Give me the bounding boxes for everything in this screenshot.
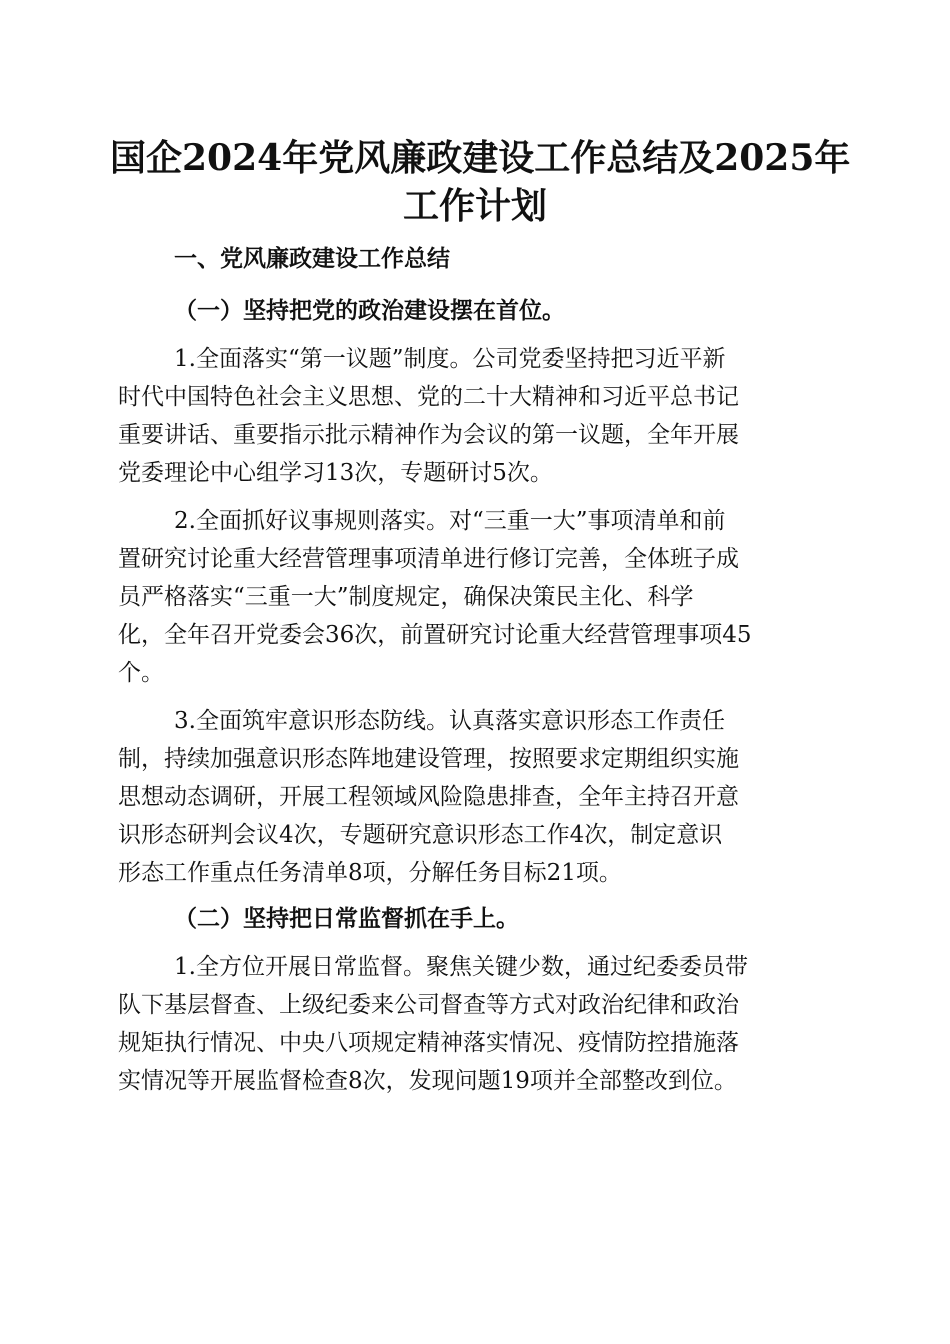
paragraph-line: 1.全方位开展日常监督。聚焦关键少数，通过纪委委员带	[174, 954, 748, 980]
paragraph-item-1-2	[118, 502, 830, 692]
paragraph-line: 重要讲话、重要指示批示精神作为会议的第一议题，全年开展	[118, 422, 739, 448]
document-body	[118, 240, 830, 1100]
paragraph-line: 置研究讨论重大经营管理事项清单进行修订完善，全体班子成	[118, 546, 739, 572]
paragraph-line: 员严格落实“三重一大”制度规定，确保决策民主化、科学	[118, 584, 694, 610]
section-heading: 一、党风廉政建设工作总结	[174, 246, 450, 272]
paragraph-line: 思想动态调研，开展工程领域风险隐患排查，全年主持召开意	[118, 784, 739, 810]
title-line: 国企2024年党风廉政建设工作总结及2025年	[110, 137, 851, 179]
paragraph-line: 1.全面落实“第一议题”制度。公司党委坚持把习近平新	[174, 346, 726, 372]
paragraph-line: 规矩执行情况、中央八项规定精神落实情况、疫情防控措施落	[118, 1030, 739, 1056]
paragraph-line: 形态工作重点任务清单8项，分解任务目标21项。	[118, 860, 622, 886]
paragraph-item-1-1	[118, 340, 830, 492]
subsection-heading: （二）坚持把日常监督抓在手上。	[174, 905, 519, 932]
paragraph-line: 实情况等开展监督检查8次，发现问题19项并全部整改到位。	[118, 1068, 737, 1094]
paragraph-line: 制，持续加强意识形态阵地建设管理，按照要求定期组织实施	[118, 746, 739, 772]
paragraph-line: 个。	[118, 660, 164, 686]
paragraph-line: 化，全年召开党委会36次，前置研究讨论重大经营管理事项45	[118, 622, 752, 648]
paragraph-line: 时代中国特色社会主义思想、党的二十大精神和习近平总书记	[118, 384, 739, 410]
title-line: 工作计划	[402, 185, 547, 227]
paragraph-line: 党委理论中心组学习13次，专题研讨5次。	[118, 460, 553, 486]
paragraph-item-1-3	[118, 702, 830, 892]
subsection-heading: （一）坚持把党的政治建设摆在首位。	[174, 297, 565, 324]
paragraph-item-2-1	[118, 948, 830, 1100]
paragraph-line: 识形态研判会议4次，专题研究意识形态工作4次，制定意识	[118, 822, 723, 848]
paragraph-line: 3.全面筑牢意识形态防线。认真落实意识形态工作责任	[174, 708, 725, 734]
paragraph-line: 队下基层督查、上级纪委来公司督查等方式对政治纪律和政治	[118, 992, 739, 1018]
paragraph-line: 2.全面抓好议事规则落实。对“三重一大”事项清单和前	[174, 508, 726, 534]
document-title	[110, 134, 851, 230]
